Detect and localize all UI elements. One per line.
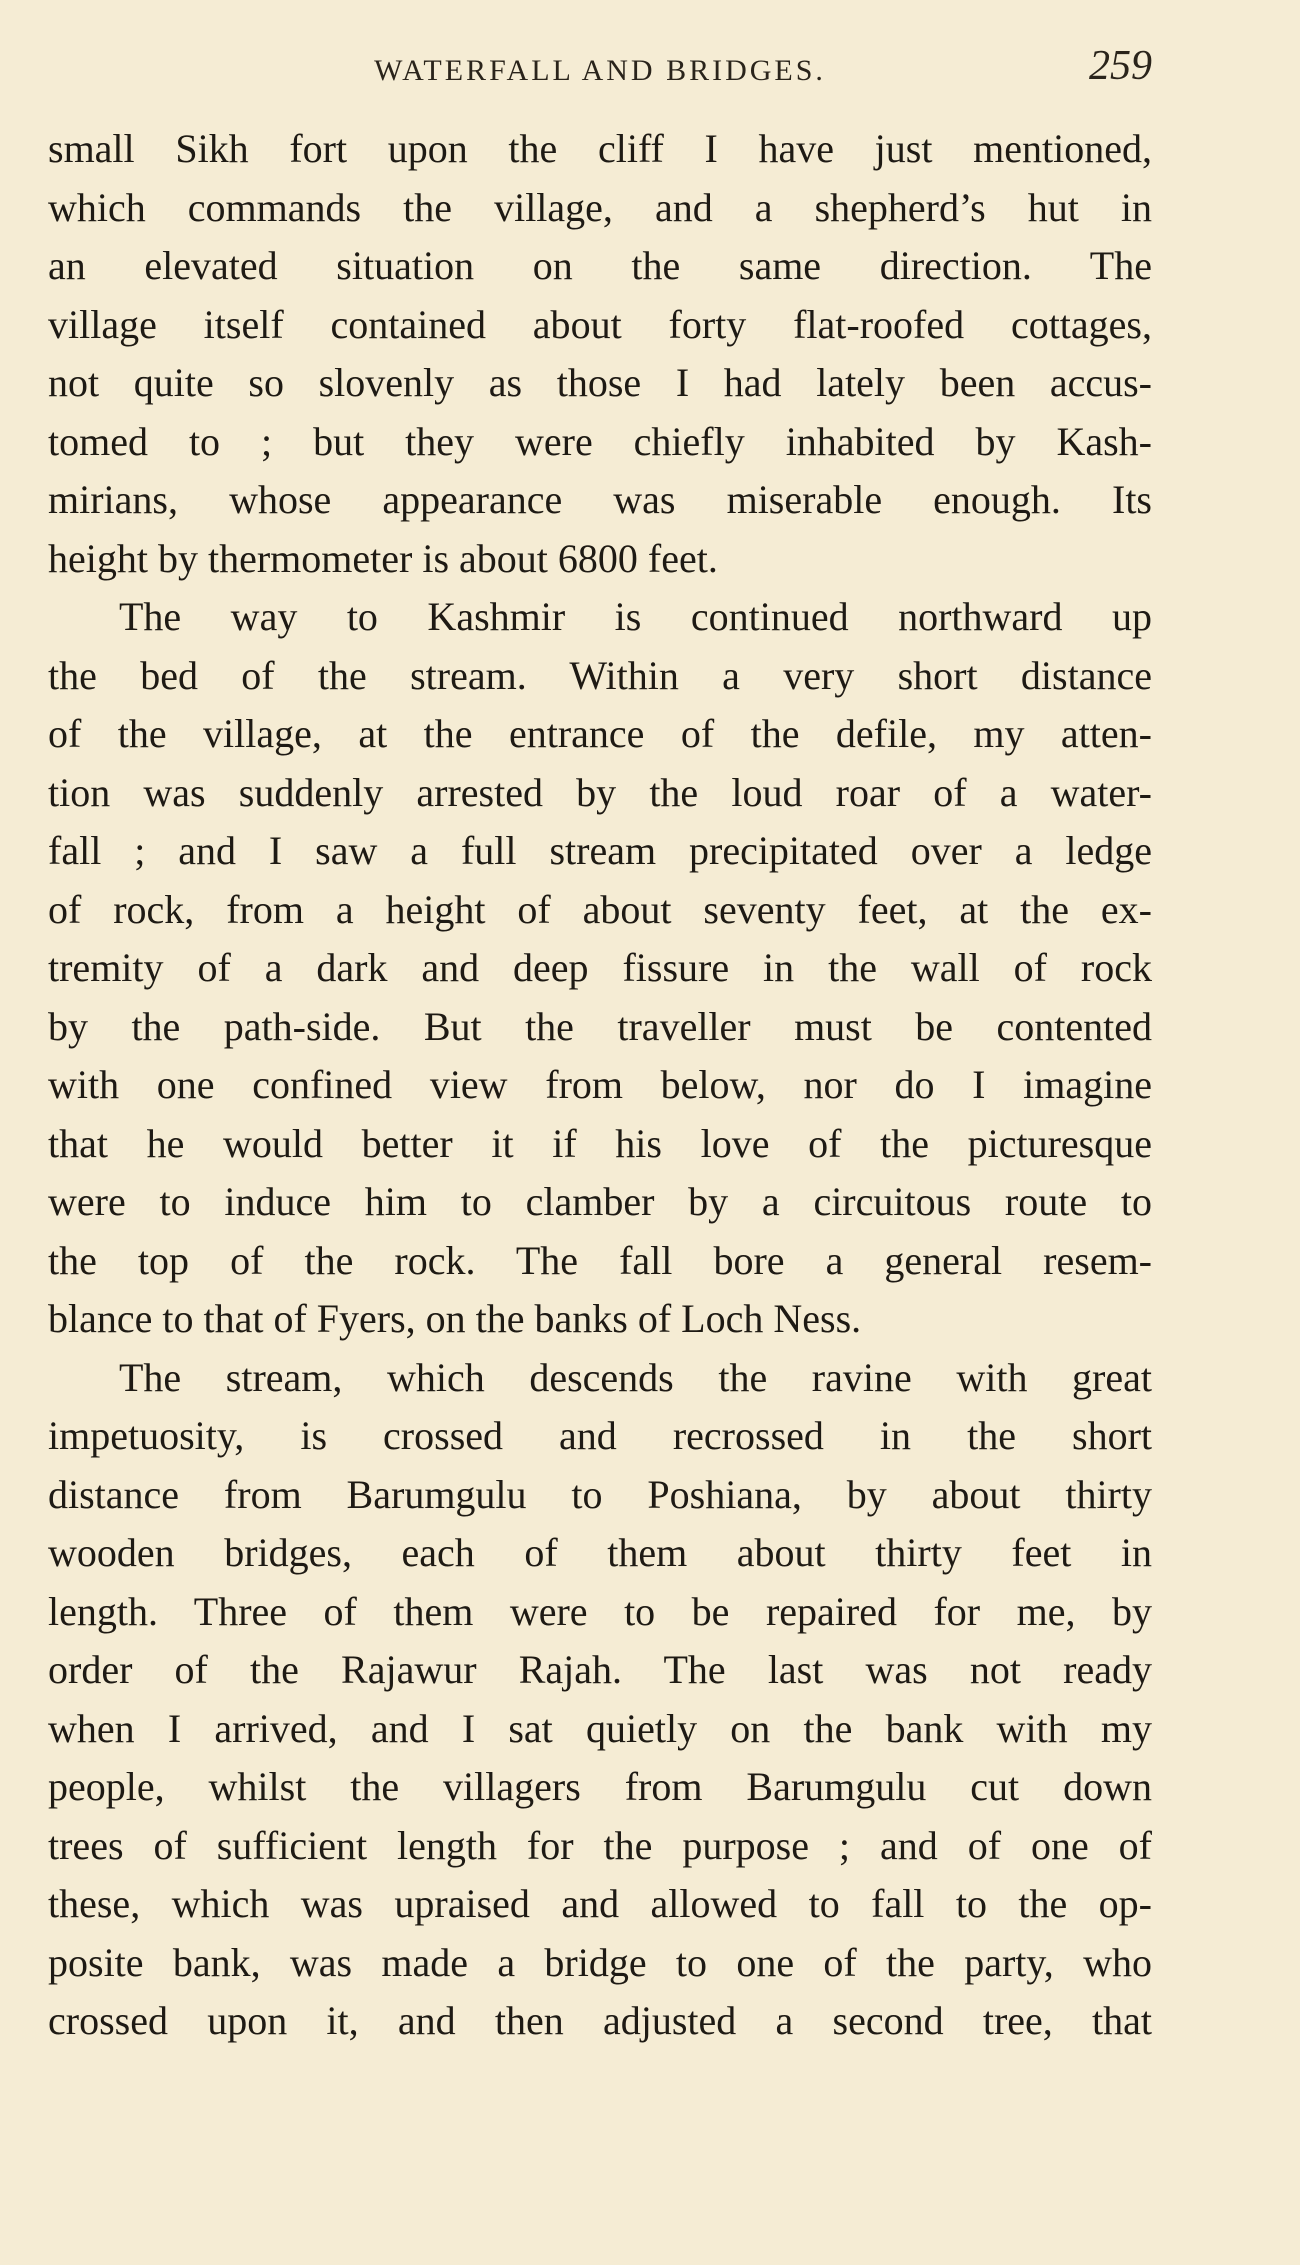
text-line: The stream, which descends the ravine with great xyxy=(119,1354,1152,1400)
text-line: that he would better it if his love of the picturesque xyxy=(48,1120,1152,1166)
text-line: height by thermometer is about 6800 feet. xyxy=(48,535,718,581)
text-line: distance from Barumgulu to Poshiana, by about thirty xyxy=(48,1471,1152,1517)
book-page xyxy=(48,40,1152,2051)
text-line: posite bank, was made a bridge to one of the party, who xyxy=(48,1939,1152,1985)
text-line: an elevated situation on the same direction. The xyxy=(48,243,1152,288)
text-line: crossed upon it, and then adjusted a second tree, that xyxy=(48,1998,1152,2043)
text-line: of rock, from a height of about seventy feet, at the ex- xyxy=(48,886,1152,932)
text-line: impetuosity, is crossed and recrossed in the short xyxy=(48,1413,1152,1458)
text-line: were to induce him to clamber by a circuitous route to xyxy=(48,1179,1152,1224)
text-line: the bed of the stream. Within a very short distance xyxy=(48,652,1152,698)
text-line: tomed to ; but they were chiefly inhabited by Kash- xyxy=(48,418,1152,464)
text-line: by the path-side. But the traveller must be contented xyxy=(48,1003,1152,1049)
text-line: small Sikh fort upon the cliff I have just mentioned, xyxy=(48,126,1152,171)
text-line: wooden bridges, each of them about thirty feet in xyxy=(48,1530,1152,1575)
text-line: which commands the village, and a shepherd’s hut in xyxy=(48,184,1152,230)
text-line: mirians, whose appearance was miserable enough. Its xyxy=(48,477,1152,522)
text-line: when I arrived, and I sat quietly on the bank with my xyxy=(48,1705,1152,1751)
body-text xyxy=(48,120,1152,2051)
text-line: the top of the rock. The fall bore a general resem- xyxy=(48,1237,1152,1283)
running-head xyxy=(48,40,1152,110)
text-line: tremity of a dark and deep fissure in the wall of rock xyxy=(48,945,1152,990)
running-head-title: WATERFALL AND BRIDGES. xyxy=(374,54,826,87)
text-line: fall ; and I saw a full stream precipitated over a ledge xyxy=(48,828,1152,873)
text-line: people, whilst the villagers from Barumgulu cut down xyxy=(48,1764,1152,1809)
text-line: order of the Rajawur Rajah. The last was not ready xyxy=(48,1647,1152,1692)
text-line: The way to Kashmir is continued northward up xyxy=(119,594,1152,639)
text-line: village itself contained about forty flat-roofed cottages, xyxy=(48,301,1152,347)
page-number: 259 xyxy=(1089,43,1152,89)
text-line: blance to that of Fyers, on the banks of Loch Ness. xyxy=(48,1296,862,1341)
text-line: length. Three of them were to be repaired for me, by xyxy=(48,1588,1152,1634)
text-line: trees of sufficient length for the purpose ; and of one of xyxy=(48,1822,1152,1868)
text-line: these, which was upraised and allowed to fall to the op- xyxy=(48,1881,1152,1926)
text-line: tion was suddenly arrested by the loud roar of a water- xyxy=(48,769,1152,815)
text-line: of the village, at the entrance of the defile, my atten- xyxy=(48,711,1152,756)
text-line: not quite so slovenly as those I had lately been accus- xyxy=(48,360,1152,405)
text-line: with one confined view from below, nor do I imagine xyxy=(48,1062,1152,1107)
